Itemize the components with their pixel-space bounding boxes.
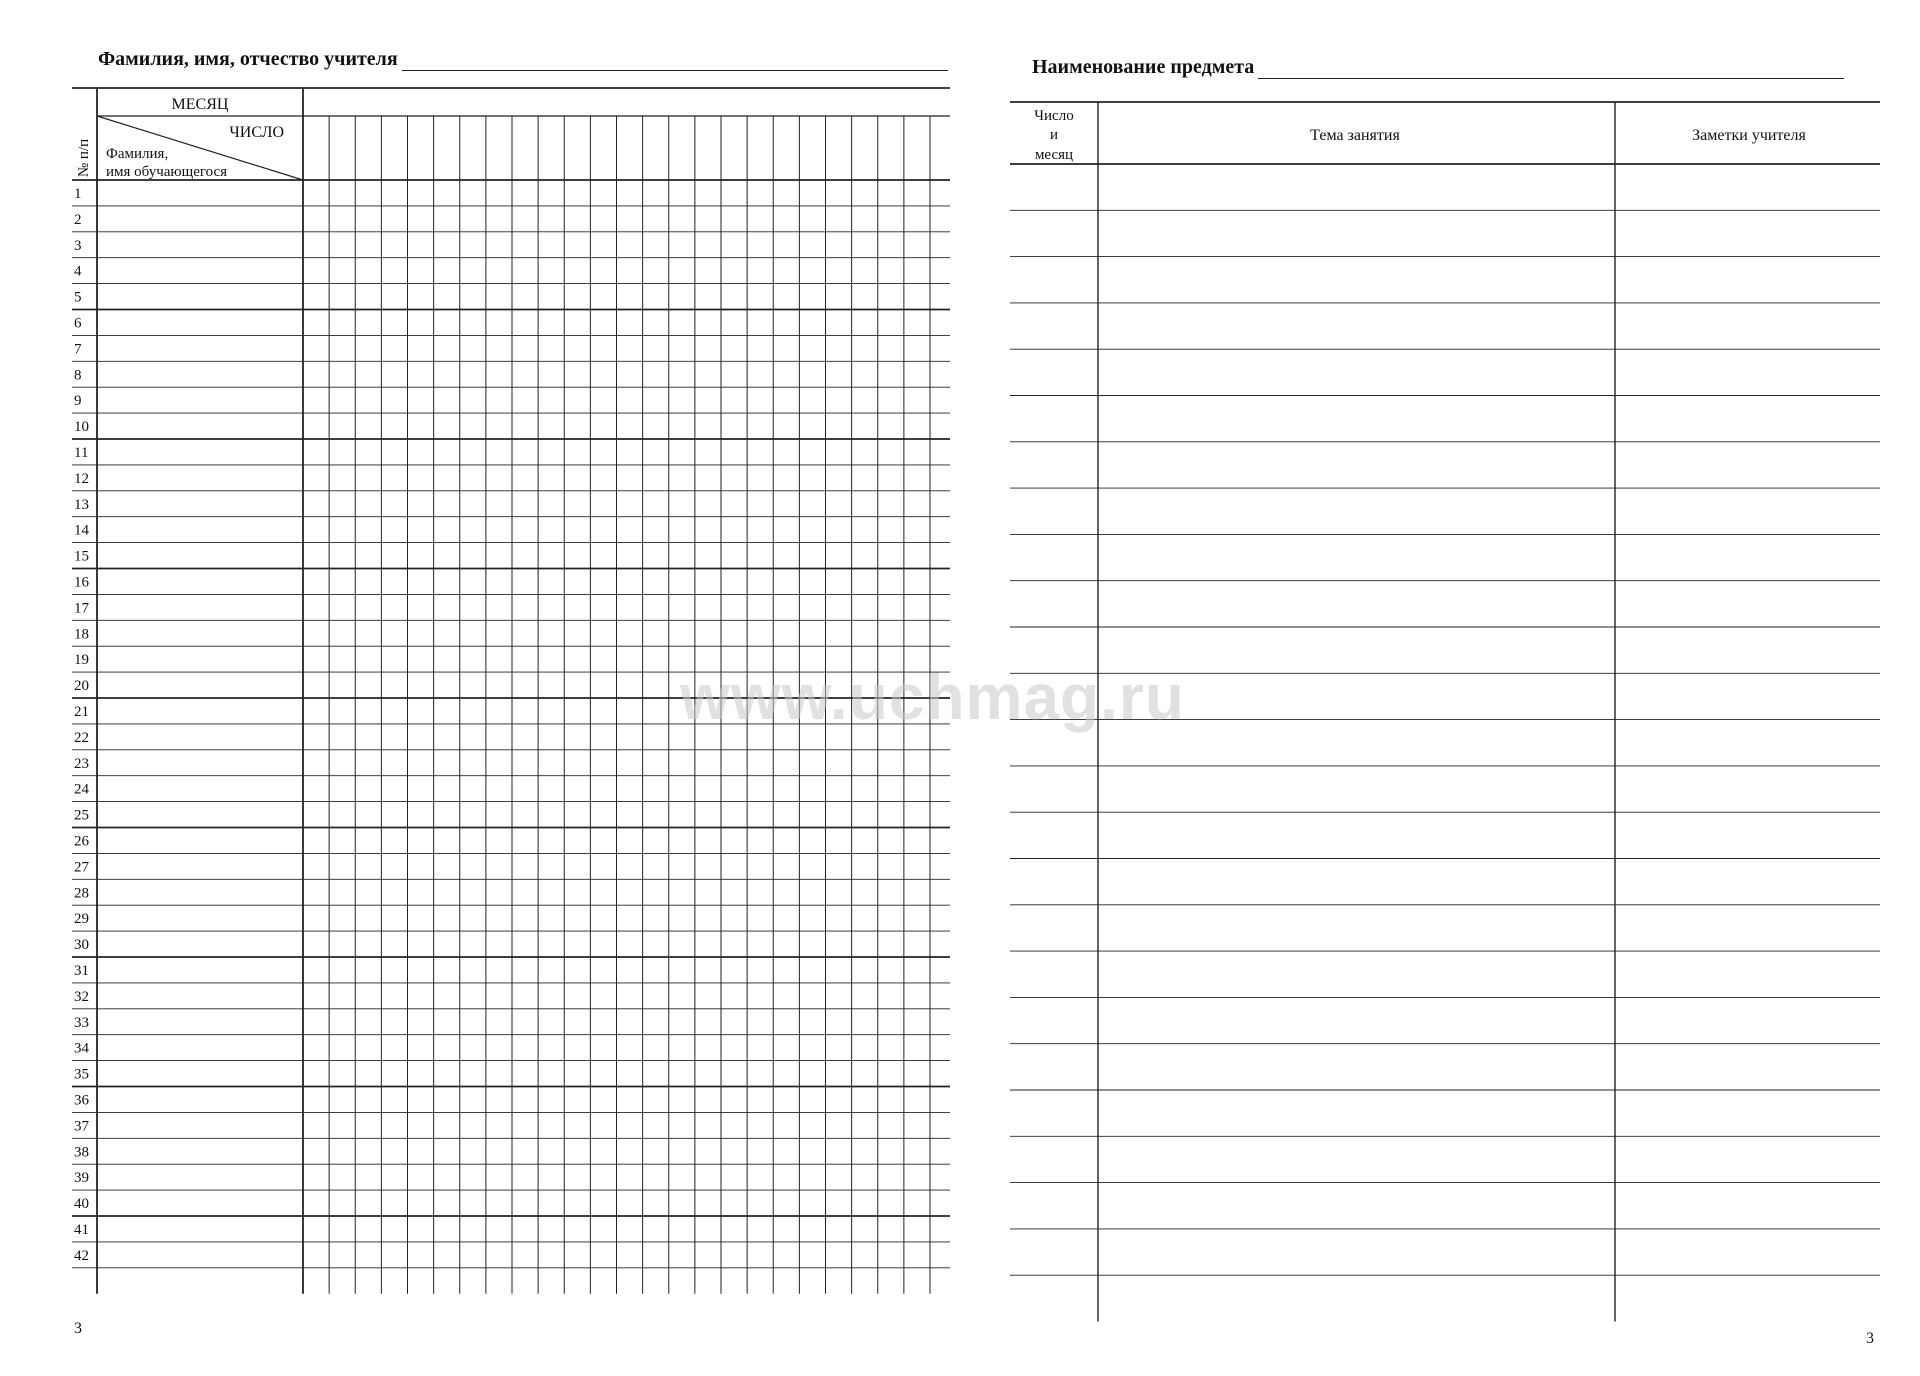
row-number: 23: [74, 755, 89, 772]
row-number: 31: [74, 963, 89, 979]
row-number: 42: [74, 1247, 89, 1264]
right-page-number: 3: [1866, 1330, 1874, 1347]
student-header-line1: Фамилия,: [106, 146, 169, 162]
row-number: 1: [74, 186, 82, 202]
row-number: 40: [74, 1196, 89, 1213]
row-number: 22: [74, 729, 89, 746]
row-number: 32: [74, 988, 89, 1005]
left-page-number: 3: [74, 1320, 82, 1337]
row-number: 6: [74, 315, 82, 332]
date-header-line3: месяц: [1034, 147, 1074, 163]
teacher-name-label: Фамилия, имя, отчество учителя: [98, 48, 398, 70]
subject-name-label: Наименование предмета: [1032, 56, 1255, 78]
row-number: 33: [74, 1014, 89, 1031]
row-number: 7: [74, 341, 82, 358]
row-number: 10: [74, 419, 89, 436]
row-number-header: № п/п: [76, 138, 92, 178]
row-number: 26: [74, 833, 89, 850]
row-number: 21: [74, 704, 89, 720]
row-number: 38: [74, 1144, 89, 1161]
row-number: 34: [74, 1040, 89, 1057]
day-header: ЧИСЛО: [229, 124, 284, 141]
row-number: 5: [74, 289, 82, 306]
row-number: 15: [74, 548, 89, 565]
row-number: 37: [74, 1118, 89, 1135]
row-number: 16: [74, 574, 89, 591]
row-number: 2: [74, 211, 82, 228]
row-number: 41: [74, 1222, 89, 1238]
row-number: 4: [74, 263, 82, 280]
notes-header: Заметки учителя: [1692, 127, 1806, 144]
topic-header: Тема занятия: [1310, 127, 1400, 144]
month-header: МЕСЯЦ: [171, 96, 229, 113]
row-number: 8: [74, 367, 82, 384]
row-number: 35: [74, 1066, 89, 1083]
row-number: 18: [74, 626, 89, 643]
row-number: 30: [74, 937, 89, 954]
row-number: 29: [74, 911, 89, 928]
row-number: 24: [74, 781, 89, 798]
row-number: 17: [74, 600, 89, 617]
row-number: 9: [74, 393, 82, 410]
watermark: www.uchmag.ru: [680, 661, 1185, 733]
date-header-line1: Число: [1034, 108, 1074, 124]
row-number: 12: [74, 470, 89, 487]
row-number: 27: [74, 859, 89, 876]
row-number: 3: [74, 237, 82, 254]
student-header-line2: имя обучающегося: [106, 164, 228, 180]
row-number: 39: [74, 1170, 89, 1187]
row-number: 19: [74, 652, 89, 669]
row-number: 20: [74, 678, 89, 695]
row-numbers: [74, 186, 90, 1264]
row-number: 28: [74, 885, 89, 902]
row-number: 14: [74, 522, 89, 539]
row-number: 36: [74, 1092, 89, 1109]
row-number: 13: [74, 496, 89, 513]
date-header-line2: и: [1049, 127, 1059, 143]
row-number: 25: [74, 807, 89, 824]
row-number: 11: [74, 445, 89, 461]
